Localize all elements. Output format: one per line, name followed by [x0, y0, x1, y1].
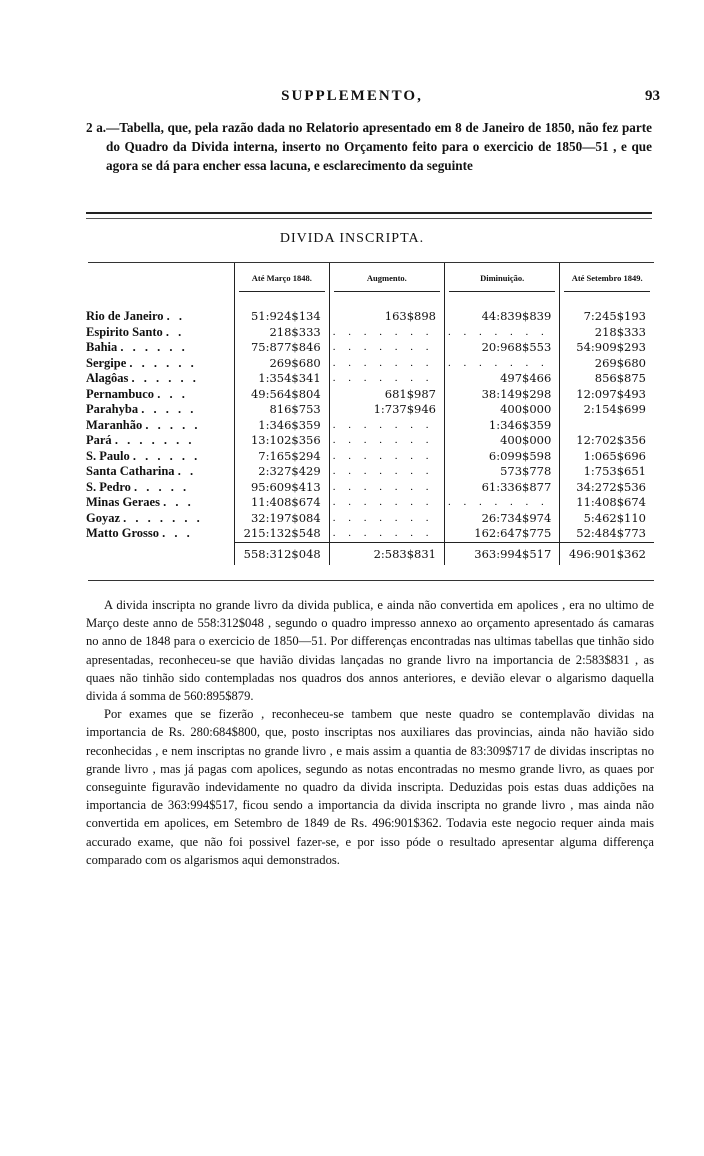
header-label: Até Setembro 1849. — [571, 272, 643, 283]
table-row — [86, 526, 654, 542]
double-rule-divider — [86, 212, 652, 219]
value-marco-1848: 95:609$413 — [235, 480, 330, 496]
body-text — [86, 596, 654, 869]
province-label: Pernambuco — [86, 386, 155, 401]
value-setembro-1849: 269$680 — [560, 356, 654, 372]
table-title: DIVIDA INSCRIPTA. — [279, 231, 425, 246]
value-augmento: 681$987 — [329, 387, 444, 403]
total-marco-1848: 558:312$048 — [235, 542, 330, 565]
table-row — [86, 464, 654, 480]
paragraph: A divida inscripta no grande livro da divida publica, e ainda não convertida em apolices , era no ultimo de Março deste anno de 558:312$048 , segundo o quadro impresso annexo ao orçamento apresentado ás camaras no anno de 1848 para o exercicio de 1850—51. Por differenças encontradas nas ultimas tabellas que tinhão sido apresentadas, reconheceu-se que havião dividas lançadas no grande livro na importancia de 2:583$831 , as quaes não tinhão sido contempladas nos quadros dos annos anteriores, e devião elevar o algarismo daquella divida á somma de 560:895$879. — [86, 598, 654, 704]
value-marco-1848: 1:354$341 — [235, 371, 330, 387]
province-name — [86, 325, 235, 341]
province-name — [86, 387, 235, 403]
table-row — [86, 449, 654, 465]
dot-leader: . . . . . . — [120, 340, 188, 354]
header-augmento — [329, 263, 444, 301]
empty-cell-dots: . . . . . . . — [445, 325, 560, 341]
empty-cell-dots: . . . . . . . — [329, 433, 444, 449]
empty-cell-dots: . . . . . . . — [329, 340, 444, 356]
value-marco-1848: 7:165$294 — [235, 449, 330, 465]
dot-leader: . . . . . . . — [123, 510, 203, 525]
table-row — [86, 340, 654, 356]
province-label: Sergipe — [86, 355, 127, 370]
value-setembro-1849: 11:408$674 — [560, 495, 654, 511]
header-marco-1848 — [235, 263, 330, 301]
province-name — [86, 371, 235, 387]
header-label: Augmento. — [366, 272, 407, 283]
empty-cell-dots: . . . . . . . — [329, 511, 444, 527]
value-setembro-1849: 856$875 — [560, 371, 654, 387]
value-diminuicao: 573$778 — [445, 464, 560, 480]
running-head: SUPPLEMENTO, — [281, 88, 423, 104]
province-name — [86, 511, 235, 527]
header-label: Diminuição. — [480, 272, 525, 283]
empty-cell-dots: . . . . . . . — [445, 495, 560, 511]
table-row — [86, 371, 654, 387]
value-setembro-1849: 1:753$651 — [560, 464, 654, 480]
dot-leader: . . . . . . . — [114, 433, 195, 447]
dot-leader: . . . . . — [134, 479, 190, 494]
table-row — [86, 511, 654, 527]
value-setembro-1849: 7:245$193 — [560, 309, 654, 325]
value-augmento: 163$898 — [329, 309, 444, 325]
value-marco-1848: 1:346$359 — [235, 418, 330, 434]
empty-cell-dots: . . . . . . . — [329, 464, 444, 480]
value-setembro-1849: 52:484$773 — [560, 526, 654, 542]
value-marco-1848: 816$753 — [235, 402, 330, 418]
province-name — [86, 464, 235, 480]
province-name — [86, 449, 235, 465]
dot-leader: . . — [166, 309, 186, 323]
empty-cell-dots: . . . . . . . — [329, 526, 444, 542]
value-marco-1848: 51:924$134 — [235, 309, 330, 325]
province-label: Minas Geraes — [86, 495, 160, 509]
province-label: Pará — [86, 433, 112, 447]
table-intro — [86, 118, 652, 175]
value-marco-1848: 215:132$548 — [235, 526, 330, 542]
header-diminuicao — [445, 263, 560, 301]
province-label: Maranhão — [86, 417, 143, 432]
province-name — [86, 526, 235, 542]
province-name — [86, 418, 235, 434]
dot-leader: . . . . . — [141, 402, 197, 416]
province-name — [86, 480, 235, 496]
table-row — [86, 402, 654, 418]
value-diminuicao: 26:734$974 — [445, 511, 560, 527]
empty-cell-dots: . . . . . . . — [329, 495, 444, 511]
dot-leader: . . — [177, 464, 197, 478]
empty-cell-dots: . . . . . . . — [329, 371, 444, 387]
header-province — [86, 263, 235, 301]
value-marco-1848: 2:327$429 — [235, 464, 330, 480]
value-diminuicao: 400$000 — [445, 433, 560, 449]
value-setembro-1849: 1:065$696 — [560, 449, 654, 465]
empty-cell-dots: . . . . . . . — [329, 356, 444, 372]
value-setembro-1849: 5:462$110 — [560, 511, 654, 527]
value-marco-1848: 49:564$804 — [235, 387, 330, 403]
value-diminuicao: 6:099$598 — [445, 449, 560, 465]
value-marco-1848: 11:408$674 — [235, 495, 330, 511]
empty-cell-dots: . . . . . . . — [329, 449, 444, 465]
dot-leader: . . . — [162, 526, 193, 541]
province-name — [86, 402, 235, 418]
value-marco-1848: 218$333 — [235, 325, 330, 341]
province-label: Goyaz — [86, 510, 121, 525]
province-name — [86, 340, 235, 356]
province-name — [86, 495, 235, 511]
value-marco-1848: 269$680 — [235, 356, 330, 372]
dot-leader: . . . . . . — [132, 448, 201, 463]
province-label: Parahyba — [86, 402, 139, 416]
total-setembro-1849: 496:901$362 — [560, 542, 654, 565]
table-row — [86, 356, 654, 372]
table-row — [86, 387, 654, 403]
province-label: Bahia — [86, 340, 118, 354]
value-setembro-1849: 12:702$356 — [560, 433, 654, 449]
empty-cell-dots: . . . . . . . — [329, 480, 444, 496]
page-header — [0, 88, 704, 110]
table-row — [86, 495, 654, 511]
value-marco-1848: 75:877$846 — [235, 340, 330, 356]
province-label: S. Paulo — [86, 448, 130, 463]
page-number: 93 — [645, 88, 660, 104]
dot-leader: . . . . . . — [131, 371, 199, 385]
empty-cell-dots: . . . . . . . — [329, 325, 444, 341]
value-diminuicao: 61:336$877 — [445, 480, 560, 496]
spacer-row — [86, 301, 654, 309]
province-label: S. Pedro — [86, 479, 131, 494]
value-diminuicao: 20:968$553 — [445, 340, 560, 356]
totals-label — [86, 542, 235, 565]
table-row — [86, 309, 654, 325]
table-header-row — [86, 263, 654, 301]
value-augmento: 1:737$946 — [329, 402, 444, 418]
totals-row — [86, 542, 654, 565]
dot-leader: . . . — [157, 386, 188, 401]
value-diminuicao: 497$466 — [445, 371, 560, 387]
province-name — [86, 433, 235, 449]
value-setembro-1849: 218$333 — [560, 325, 654, 341]
value-diminuicao: 1:346$359 — [445, 418, 560, 434]
value-diminuicao: 44:839$839 — [445, 309, 560, 325]
value-setembro-1849: 2:154$699 — [560, 402, 654, 418]
empty-cell-dots: . . . . . . . — [329, 418, 444, 434]
paragraph: Por exames que se fizerão , reconheceu-se tambem que neste quadro se contemplavão dividas na importancia de Rs. 280:684$800, que, posto inscriptas nos auxiliares das provincias, ainda não havião sido reconhecidas , e nem inscriptas no grande livro , e mais assim a quantia de 83:309$717 de dividas inscriptas no grande livro , mas já pagas com apolices, segundo as notas encontradas no mesmo grande livro, as quaes por conseguinte figuravão indevidamente no quadro da divida inscripta. Deduzidas pois estas duas addições na importancia de 363:994$517, ficou sendo a importancia da divida inscripta no grande livro , mas ainda não convertida em apolices, em Setembro de 1849 de Rs. 496:901$362. Todavia este negocio requer ainda mais accurado exame, que não foi possivel fazer-se, e por isso póde o resultado apresentar alguma differença comparado com os algarismos aqui demonstrados. — [86, 707, 654, 867]
dot-leader: . . — [165, 324, 185, 339]
value-diminuicao: 38:149$298 — [445, 387, 560, 403]
intro-text: 2 a.—Tabella, que, pela razão dada no Relatorio apresentado em 8 de Janeiro de 1850, não fez parte do Quadro da Divida interna, inserto no Orçamento feito para o exercicio de 1850—51 , e que agora se dá para encher essa lacuna, e esclarecimento da seguinte — [86, 120, 652, 173]
value-marco-1848: 32:197$084 — [235, 511, 330, 527]
empty-cell-dots: . . . . . . . — [445, 356, 560, 372]
province-label: Matto Grosso — [86, 526, 160, 541]
table-row — [86, 480, 654, 496]
province-name — [86, 356, 235, 372]
value-diminuicao: 162:647$775 — [445, 526, 560, 542]
province-label: Rio de Janeiro — [86, 309, 164, 323]
total-diminuicao: 363:994$517 — [445, 542, 560, 565]
table-row — [86, 433, 654, 449]
province-label: Santa Catharina — [86, 464, 175, 478]
dot-leader: . . . — [163, 495, 194, 509]
table-body — [86, 301, 654, 565]
header-setembro-1849 — [560, 263, 654, 301]
province-label: Alagôas — [86, 371, 129, 385]
dot-leader: . . . . . . — [129, 355, 197, 370]
dot-leader: . . . . . — [145, 417, 201, 432]
province-label: Espirito Santo — [86, 324, 163, 339]
total-augmento: 2:583$831 — [329, 542, 444, 565]
table-row — [86, 418, 654, 434]
value-setembro-1849: 12:097$493 — [560, 387, 654, 403]
value-setembro-1849: 54:909$293 — [560, 340, 654, 356]
header-label: Até Março 1848. — [251, 272, 312, 283]
value-setembro-1849: 34:272$536 — [560, 480, 654, 496]
value-marco-1848: 13:102$356 — [235, 433, 330, 449]
divida-inscripta-table — [86, 263, 654, 565]
table-bottom-rule — [88, 580, 654, 581]
table-row — [86, 325, 654, 341]
value-diminuicao: 400$000 — [445, 402, 560, 418]
province-name — [86, 309, 235, 325]
empty-cell-dots — [560, 418, 654, 434]
